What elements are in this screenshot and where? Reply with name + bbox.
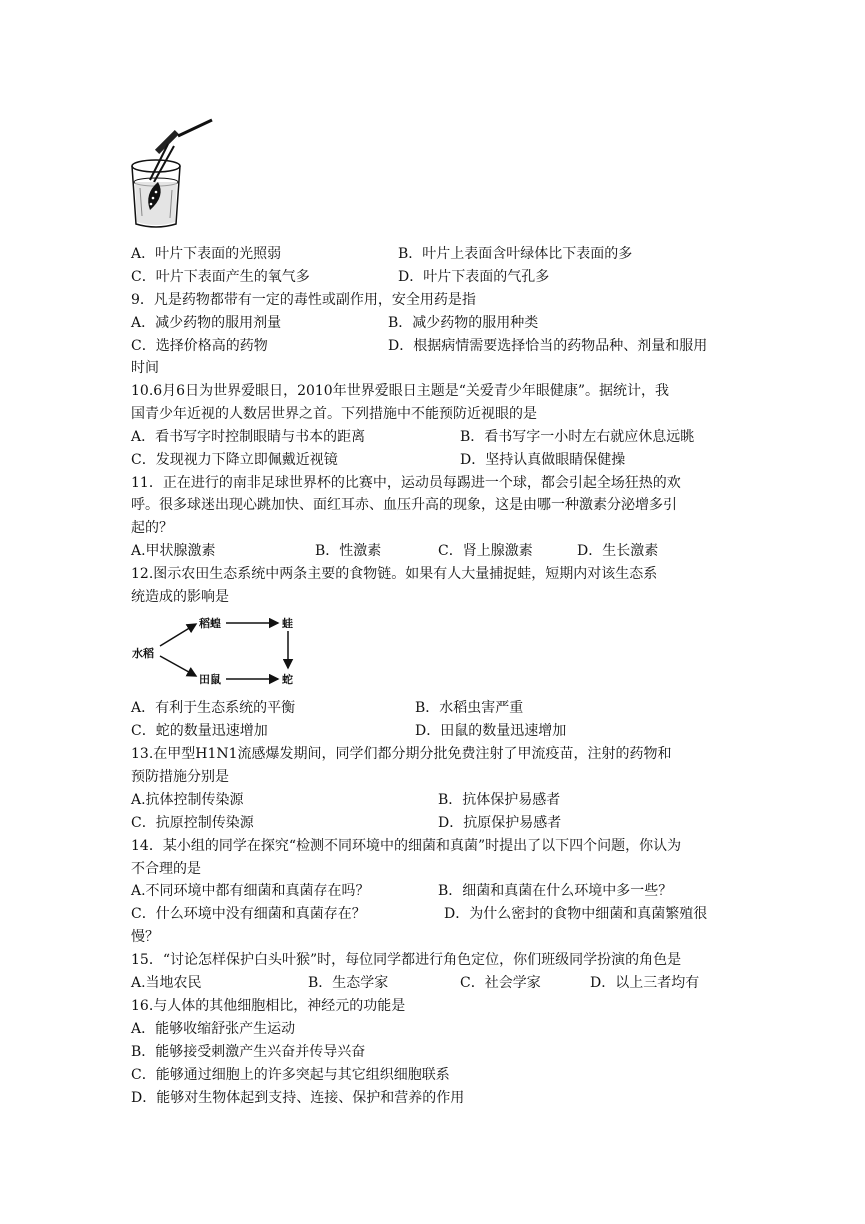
food-web-rice: 水稻: [132, 647, 154, 660]
food-web-diagram: [128, 612, 308, 694]
q13-option-b: B．抗体保护易感者: [438, 792, 561, 808]
q16-option-b: B．能够接受刺激产生兴奋并传导兴奋: [131, 1044, 366, 1060]
q11-option-d: D．生长激素: [577, 543, 659, 559]
q16-stem: 16.与人体的其他细胞相比，神经元的功能是: [131, 998, 406, 1014]
q16-option-d: D．能够对生物体起到支持、连接、保护和营养的作用: [131, 1090, 465, 1106]
beaker-leaf-illustration: [128, 116, 228, 232]
q9-option-d-cont: 时间: [131, 360, 159, 376]
q13-stem-1: 13.在甲型H1N1流感爆发期间，同学们都分期分批免费注射了甲流疫苗，注射的药物和: [131, 746, 672, 762]
q13-option-c: C．抗原控制传染源: [131, 815, 254, 831]
q11-stem-2: 呼。很多球迷出现心跳加快、面红耳赤、血压升高的现象，这是由哪一种激素分泌增多引: [131, 497, 677, 513]
q8-option-b: B．叶片上表面含叶绿体比下表面的多: [398, 246, 633, 262]
q14-option-d: D．为什么密封的食物中细菌和真菌繁殖很: [444, 906, 708, 922]
q15-option-c: C．社会学家: [460, 975, 541, 991]
q9-option-b: B．减少药物的服用种类: [388, 315, 539, 331]
q12-option-c: C．蛇的数量迅速增加: [131, 723, 268, 739]
q12-option-d: D．田鼠的数量迅速增加: [415, 723, 567, 739]
q11-stem-1: 11．正在进行的南非足球世界杯的比赛中，运动员每踢进一个球，都会引起全场狂热的欢: [131, 475, 681, 491]
q11-option-c: C．肾上腺激素: [438, 543, 533, 559]
q10-option-a: A．看书写字时控制眼睛与书本的距离: [131, 429, 366, 445]
q13-stem-2: 预防措施分别是: [131, 769, 229, 785]
q11-option-a: A.甲状腺激素: [131, 543, 216, 559]
q10-option-b: B．看书写字一小时左右就应休息远眺: [460, 429, 695, 445]
q9-option-c: C．选择价格高的药物: [131, 338, 268, 354]
q11-option-b: B．性激素: [315, 543, 382, 559]
q14-stem-2: 不合理的是: [131, 861, 201, 877]
q12-option-b: B．水稻虫害严重: [415, 700, 524, 716]
q15-stem: 15．“讨论怎样保护白头叶猴”时，每位同学都进行角色定位，你们班级同学扮演的角色是: [131, 952, 682, 968]
food-web-snake: 蛇: [282, 673, 293, 686]
q14-option-c: C．什么环境中没有细菌和真菌存在？: [131, 906, 366, 922]
q15-option-d: D．以上三者均有: [590, 975, 700, 991]
q8-option-c: C．叶片下表面产生的氧气多: [131, 269, 310, 285]
q8-option-a: A．叶片下表面的光照弱: [131, 246, 282, 262]
food-web-locust: 稻蝗: [199, 617, 221, 630]
q8-option-d: D．叶片下表面的气孔多: [398, 269, 550, 285]
q13-option-a: A.抗体控制传染源: [131, 792, 244, 808]
q16-option-c: C．能够通过细胞上的许多突起与其它组织细胞联系: [131, 1067, 450, 1083]
food-web-mouse: 田鼠: [199, 673, 221, 686]
q12-stem-1: 12.图示农田生态系统中两条主要的食物链。如果有人大量捕捉蛙，短期内对该生态系: [131, 566, 658, 582]
q10-option-d: D．坚持认真做眼睛保健操: [460, 452, 626, 468]
q14-stem-1: 14．某小组的同学在探究“检测不同环境中的细菌和真菌”时提出了以下四个问题，你认为: [131, 838, 682, 854]
arrow-rice-to-locust: [160, 624, 196, 646]
q10-option-c: C．发现视力下降立即佩戴近视镜: [131, 452, 338, 468]
q9-option-a: A．减少药物的服用剂量: [131, 315, 282, 331]
q14-option-d-cont: 慢？: [131, 929, 159, 945]
q13-option-d: D．抗原保护易感者: [438, 815, 562, 831]
q9-option-d: D．根据病情需要选择恰当的药物品种、剂量和服用: [388, 338, 708, 354]
q9-stem: 9．凡是药物都带有一定的毒性或副作用，安全用药是指: [131, 292, 476, 308]
q12-stem-2: 统造成的影响是: [131, 589, 229, 605]
food-web-frog: 蛙: [282, 617, 293, 630]
q15-option-b: B．生态学家: [308, 975, 389, 991]
q15-option-a: A.当地农民: [131, 975, 202, 991]
q12-option-a: A．有利于生态系统的平衡: [131, 700, 296, 716]
q11-stem-3: 起的？: [131, 520, 173, 536]
q16-option-a: A．能够收缩舒张产生运动: [131, 1021, 296, 1037]
q14-option-b: B．细菌和真菌在什么环境中多一些？: [438, 883, 673, 899]
q10-stem-1: 10.6月6日为世界爱眼日，2010年世界爱眼日主题是“关爱青少年眼健康”。据统计，我: [131, 383, 670, 399]
arrow-rice-to-mouse: [160, 656, 196, 676]
q10-stem-2: 国青少年近视的人数居世界之首。下列措施中不能预防近视眼的是: [131, 406, 537, 422]
q14-option-a: A.不同环境中都有细菌和真菌存在吗？: [131, 883, 370, 899]
